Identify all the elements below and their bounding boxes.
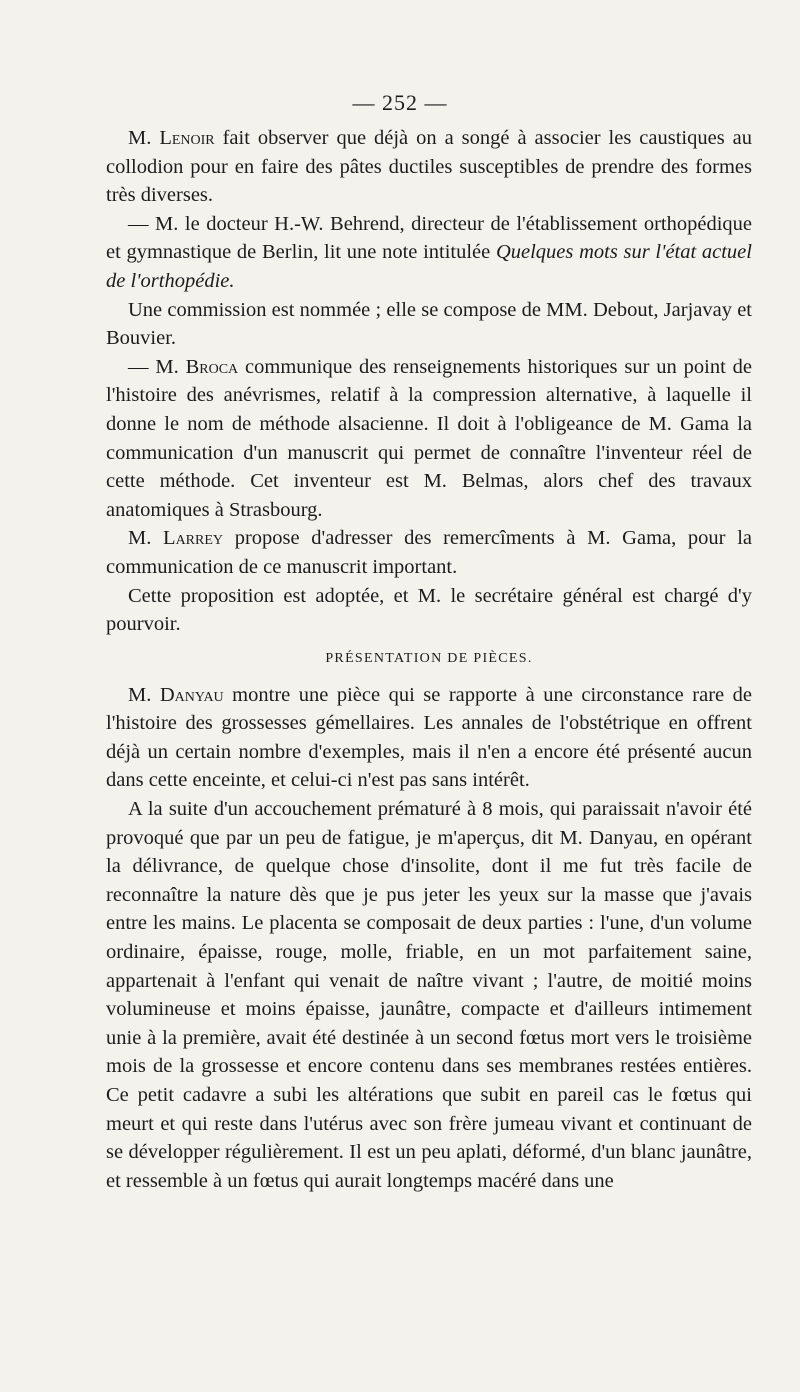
paragraph-danyau [106,681,752,795]
paragraph-text: M. [128,127,160,149]
paragraph-text: propose d'adresser des remercîments à M. Gama, pour la communication de ce manuscrit important. [106,527,752,578]
paragraph-text: montre une pièce qui se rapporte à une circonstance rare de l'histoire des grossesses gémellaires. Les annales de l'obstétrique en offrent déjà un certain nombre d'exemples, mais il n'en a encore été présenté aucun dans cette enceinte, et celui-ci n'est pas sans intérêt. [106,683,752,792]
paragraph-case-report: A la suite d'un accouchement prématuré à 8 mois, qui paraissait n'avoir été provoqué que par un peu de fatigue, je m'aperçus, dit M. Danyau, en opérant la délivrance, de quelque chose d'insolite, dont il me fut très facile de reconnaître la nature dès que je pus jeter les yeux sur la masse que j'avais entre les mains. Le placenta se composait de deux parties : l'une, d'un volume ordinaire, épaisse, rouge, molle, friable, en un mot parfaitement saine, appartenait à l'enfant qui venait de naître vivant ; l'autre, de moitié moins volumineuse et moins épaisse, jaunâtre, compacte et d'ailleurs intimement unie à la première, avait été destinée à un second fœtus mort vers le troisième mois de la grossesse et encore contenu dans ses membranes restées entières. Ce petit cadavre a subi les altérations que subit en pareil cas le fœtus qui meurt et qui reste dans l'utérus avec son frère jumeau vivant et continuant de se développer régulièrement. Il est un peu aplati, déformé, d'un blanc jaunâtre, et ressemble à un fœtus qui aurait longtemps macéré dans une [106,798,752,1192]
speaker-name: Broca [185,355,239,378]
paragraph-lenoir [106,124,752,210]
paragraph-adoption: Cette proposition est adoptée, et M. le secrétaire général est chargé d'y pourvoir. [106,584,752,636]
paragraph-broca [106,353,752,525]
paragraph-text: M. [128,527,164,550]
speaker-name: Danyau [159,683,224,706]
paragraph-commission: Une commission est nommée ; elle se compose de MM. Debout, Jarjavay et Bouvier. [106,298,752,350]
section-heading: PRÉSENTATION DE PIÈCES. [325,650,533,666]
speaker-name: Lenoir [159,127,215,149]
page-number: — 252 — [352,90,448,115]
paragraph-text: — M. le docteur H.-W. Behrend, directeur de l'établissement orthopédique et gymnastique de Berlin, lit une note intitulée [106,212,752,264]
paragraph-text: M. [128,683,160,706]
paragraph-text: communique des renseignements historiques sur un point de l'histoire des anévrismes, relatif à la compression alternative, à laquelle il donne le nom de méthode alsacienne. Il doit à l'obligeance de M. Gama la communication d'un manuscrit qui permet de connaître l'inventeur réel de cette méthode. Cet inventeur est M. Belmas, alors chef des travaux anatomiques à Strasbourg. [106,355,752,521]
note-title: Quelques mots sur l'état actuel de l'orthopédie. [106,241,752,292]
speaker-name: Larrey [163,527,224,550]
paragraph-behrend [106,210,752,296]
body-text [106,124,752,1195]
paragraph-text: fait observer que déjà on a songé à associer les caustiques au collodion pour en faire des pâtes ductiles susceptibles de prendre des formes très diverses. [106,127,752,207]
paragraph-larrey [106,524,752,581]
paragraph-text: — M. [128,355,186,378]
